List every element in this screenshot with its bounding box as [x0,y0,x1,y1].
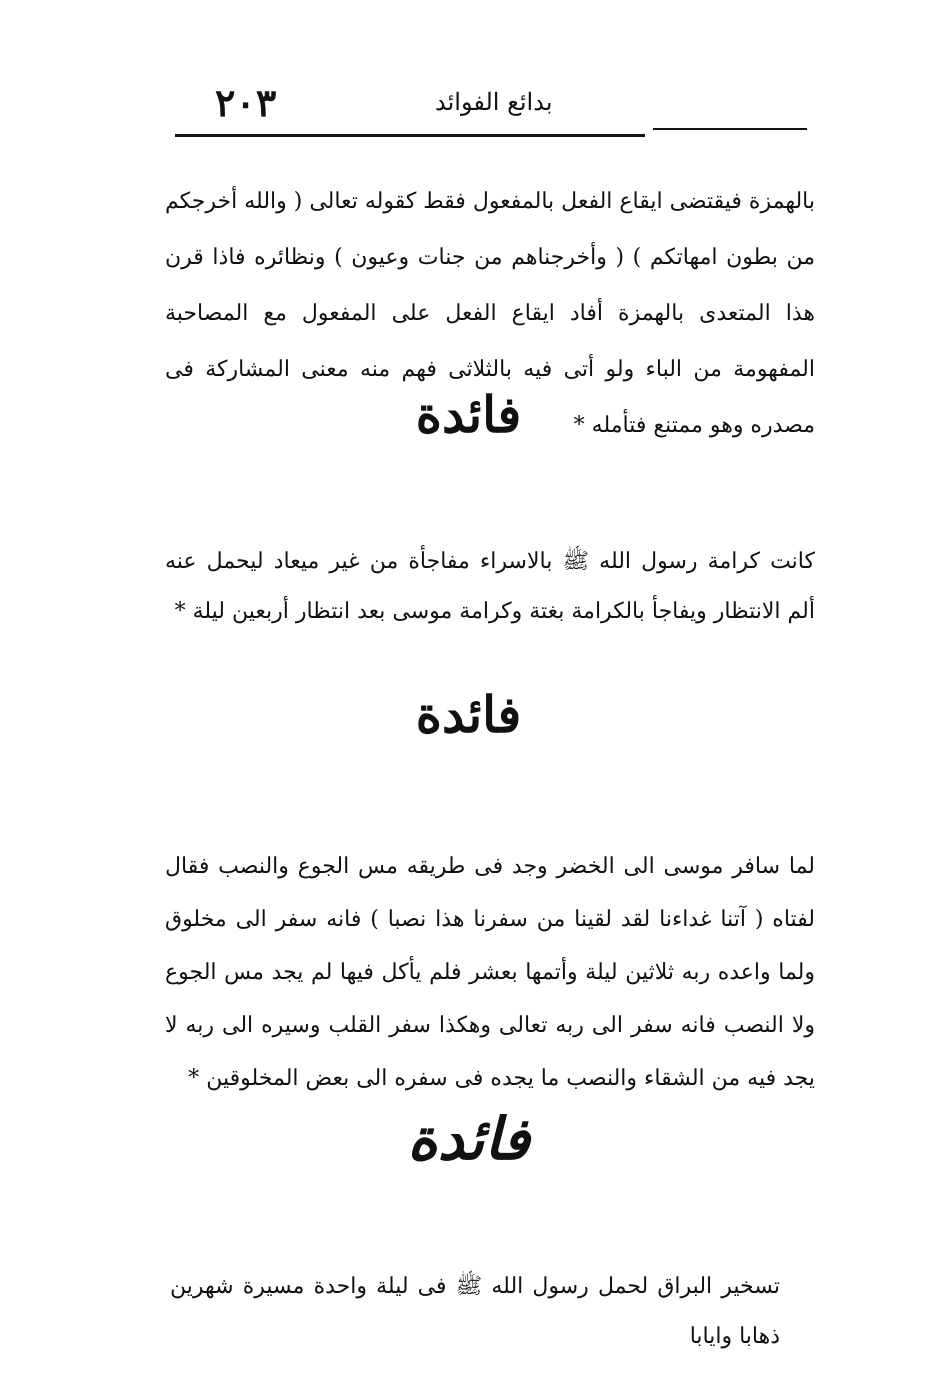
paragraph: لما سافر موسى الى الخضر وجد فى طريقه مس الجوع والنصب فقال لفتاه ( آتنا غداءنا لقد لقينا من سفرنا هذا نصبا ) فانه سفر الى مخلوق ولما واعده ربه ثلاثين ليلة وأتمها بعشر فلم يأكل فيها لم يجد مس الجوع ولا النصب فانه سفر الى ربه تعالى وهكذا سفر القلب وسيره الى ربه لا يجد فيه من الشقاء والنصب ما يجده فى سفره الى بعض المخلوقين * [165,854,815,1091]
running-title: بدائع الفوائد [435,88,553,116]
header-rule [175,134,645,137]
page-number: ٢٠٣ [215,80,277,125]
section-heading: فائدة [407,1105,530,1173]
paragraph-continuation: بالهمزة فيقتضى ايقاع الفعل بالمفعول فقط كقوله تعالى ( والله أخرجكم من بطون امهاتكم ) ( وأخرجناهم من جنات وعيون ) ونظائره فاذا قرن هذا المتعدى بالهمزة أفاد ايقاع الفعل على المفعول مع المصاحبة المفهومة من الباء ولو أتى فيه بالثلاثى فهم منه معنى المشاركة فى مصدره وهو ممتنع فتأمله * [165,189,815,438]
header-rule-short [653,128,807,130]
paragraph: كانت كرامة رسول الله ﷺ بالاسراء مفاجأة من غير ميعاد ليحمل عنه ألم الانتظار ويفاجأ بالكرامة بغتة وكرامة موسى بعد انتظار أربعين ليلة * [165,549,815,624]
section-heading: فائدة [415,685,522,744]
section-heading: فائدة [415,385,522,444]
page-header [175,78,807,138]
paragraph: تسخير البراق لحمل رسول الله ﷺ فى ليلة واحدة مسيرة شهرين ذهابا وايابا [170,1274,780,1349]
